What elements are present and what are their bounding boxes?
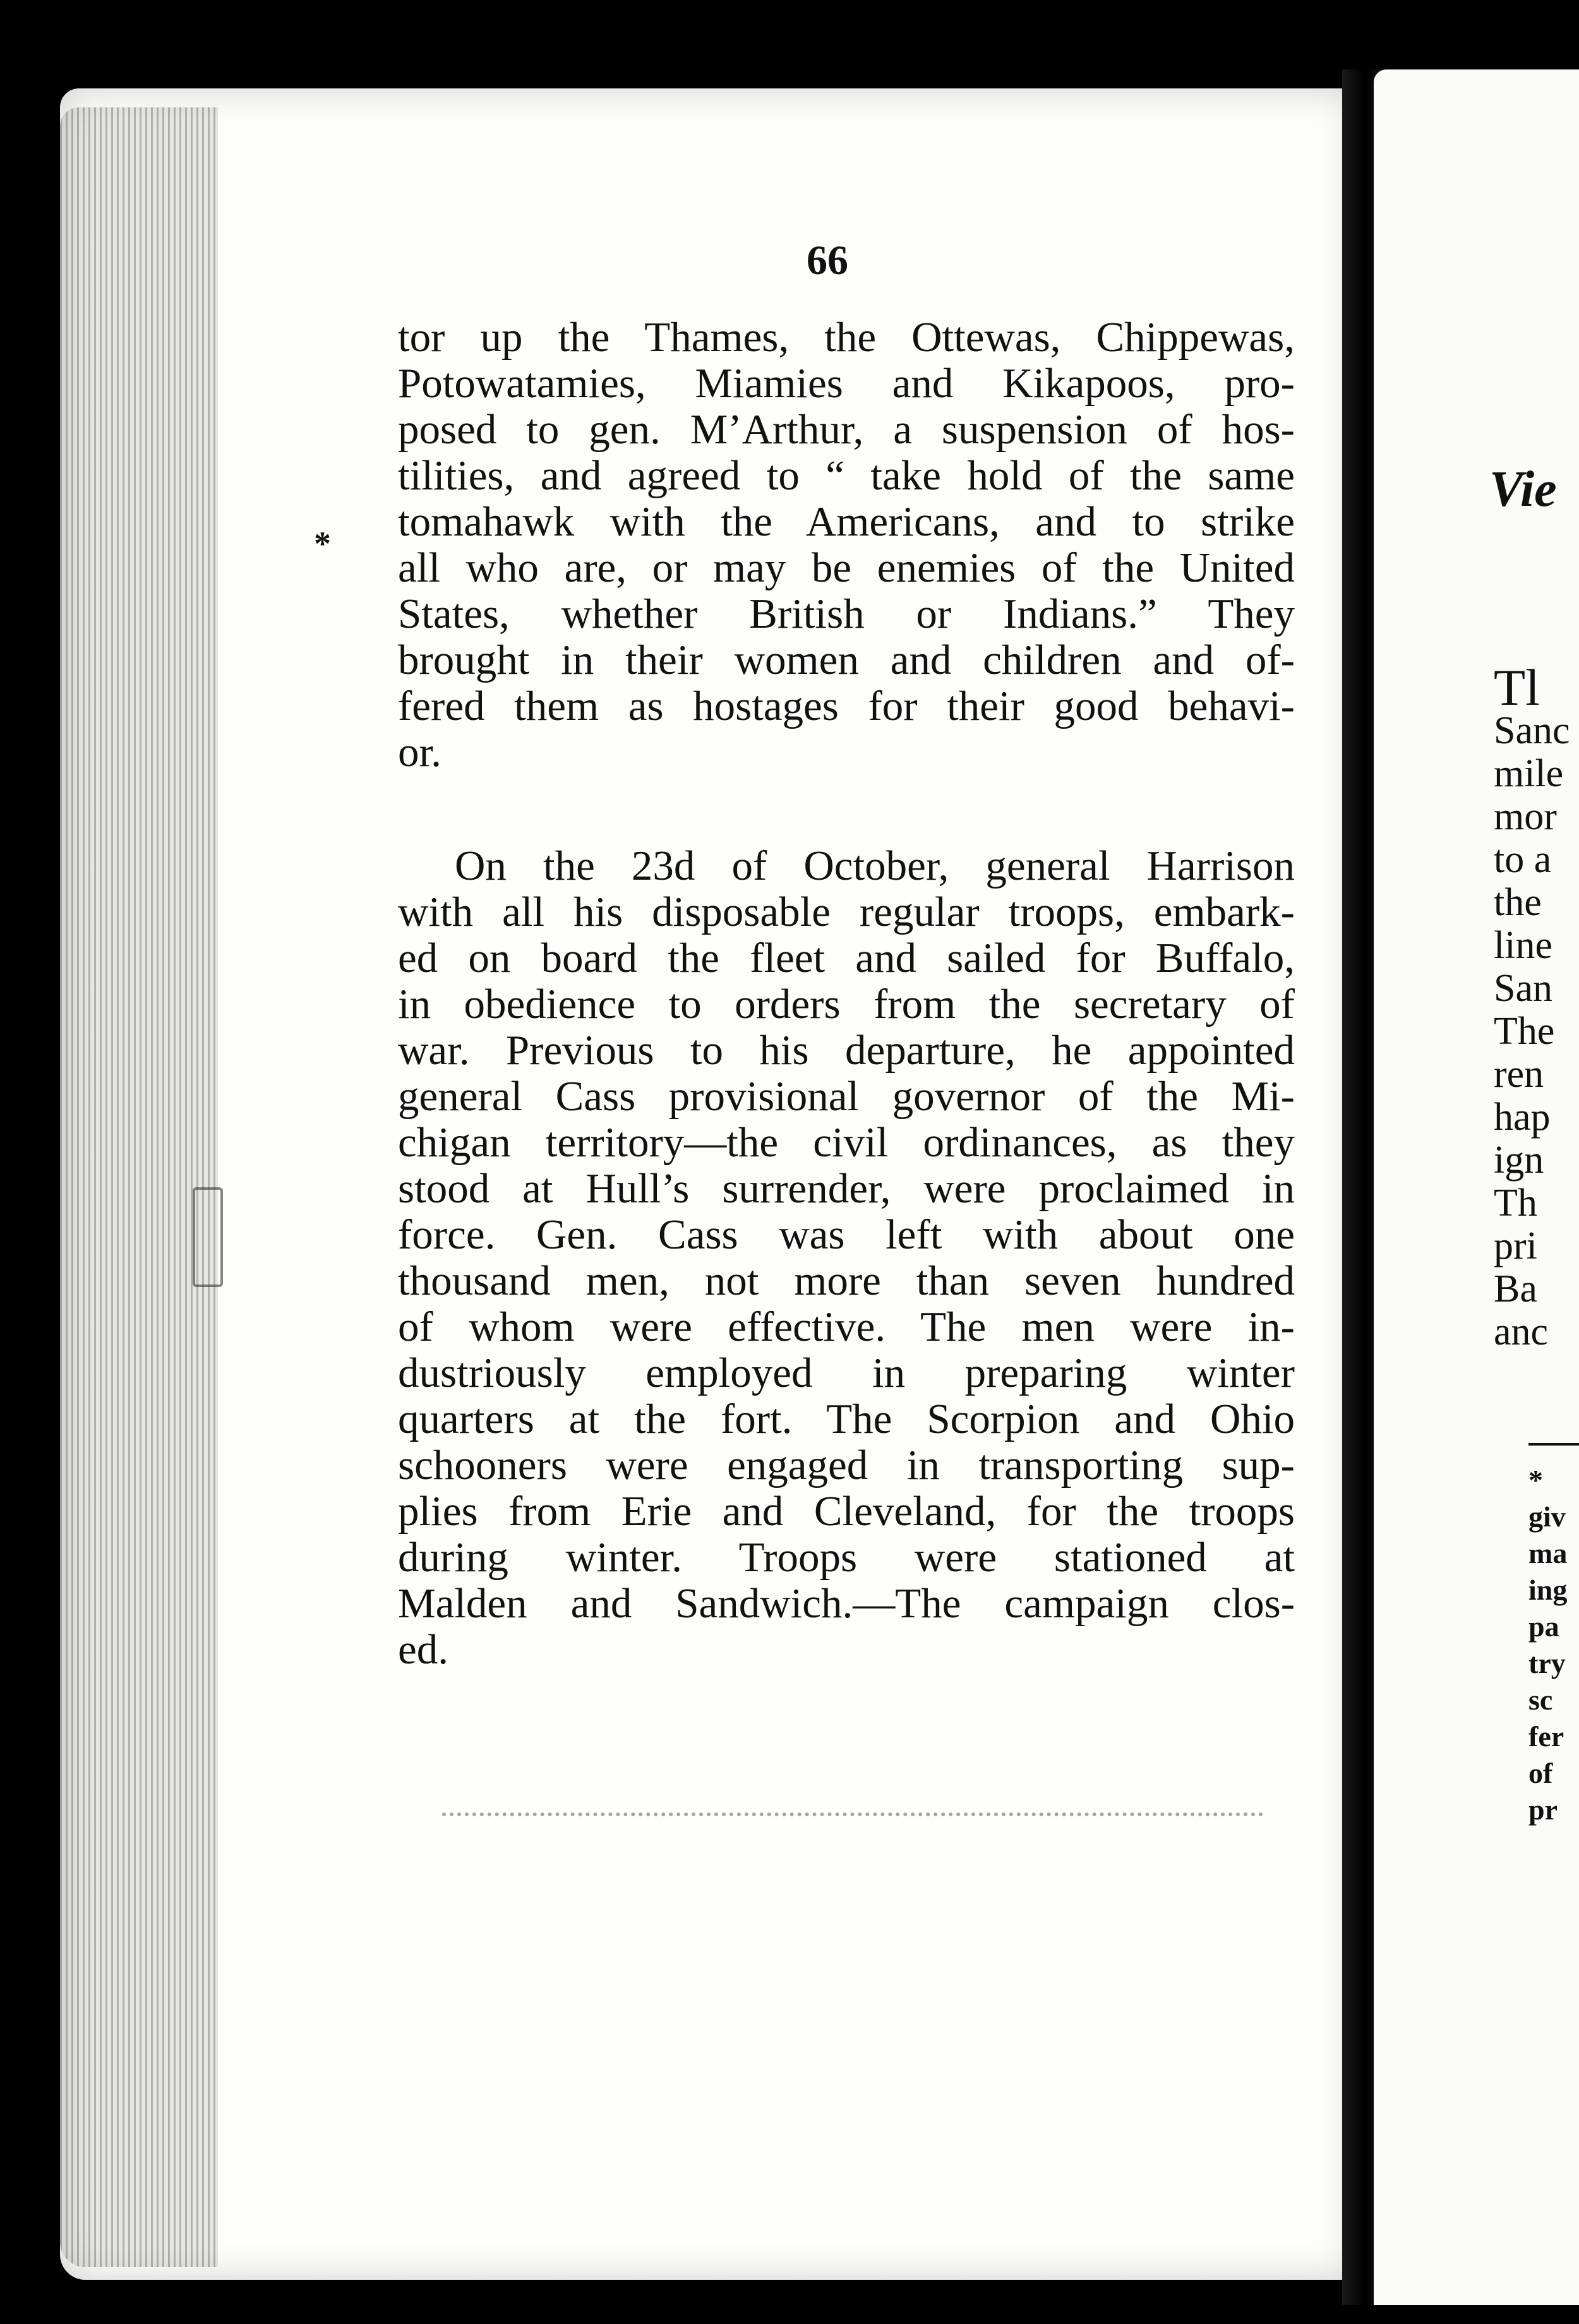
- text-line: with all his disposable regular troops, embark-: [398, 889, 1295, 935]
- scan-speckle-line: [442, 1812, 1263, 1823]
- text-line: ed.: [398, 1626, 448, 1673]
- text-line: stood at Hull’s surrender, were proclaimed in: [398, 1165, 1295, 1212]
- text-line: force. Gen. Cass was left with about one: [398, 1211, 1295, 1258]
- right-text-fragment: San: [1494, 967, 1552, 1010]
- text-line: tomahawk with the Americans, and to strike: [398, 498, 1295, 545]
- right-text-fragment: The: [1494, 1010, 1555, 1053]
- text-line: during winter. Troops were stationed at: [398, 1534, 1295, 1581]
- text-line: war. Previous to his departure, he appointed: [398, 1027, 1295, 1074]
- footnote-fragment: pa: [1528, 1610, 1559, 1643]
- text-line: thousand men, not more than seven hundred: [398, 1257, 1295, 1304]
- text-line: ed on board the fleet and sailed for Buffalo,: [398, 935, 1295, 981]
- footnote-fragment: pr: [1528, 1794, 1558, 1826]
- text-line: or.: [398, 729, 441, 776]
- text-line: in obedience to orders from the secretary of: [398, 981, 1295, 1027]
- text-line: brought in their women and children and of-: [398, 637, 1295, 683]
- right-text-fragment: ren: [1494, 1053, 1544, 1096]
- right-text-fragment: ign: [1494, 1139, 1544, 1182]
- right-text-fragment: anc: [1494, 1310, 1549, 1353]
- right-text-fragment: hap: [1494, 1096, 1551, 1139]
- right-text-fragment: mile: [1494, 752, 1564, 795]
- text-line: fered them as hostages for their good behavi-: [398, 683, 1295, 729]
- right-text-fragment: mor: [1494, 795, 1557, 838]
- footnote-fragment: fer: [1528, 1720, 1564, 1752]
- footnote-fragment: ma: [1528, 1537, 1568, 1569]
- text-line: chigan territory—the civil ordinances, as they: [398, 1119, 1295, 1166]
- text-line: schooners were engaged in transporting sup-: [398, 1442, 1295, 1488]
- right-page-text: [1494, 659, 1570, 1353]
- right-text-fragment: Ba: [1494, 1267, 1537, 1310]
- text-line: On the 23d of October, general Harrison: [455, 842, 1295, 889]
- text-line: all who are, or may be enemies of the United: [398, 544, 1295, 591]
- right-text-fragment: the: [1494, 881, 1542, 924]
- text-line: plies from Erie and Cleveland, for the troops: [398, 1488, 1295, 1535]
- text-line: quarters at the fort. The Scorpion and Ohio: [398, 1396, 1295, 1442]
- text-line: Potowatamies, Miamies and Kikapoos, pro-: [398, 360, 1295, 407]
- right-text-fragment: Th: [1494, 1182, 1537, 1225]
- footnote-fragment: *: [1528, 1464, 1543, 1496]
- page-number: 66: [807, 237, 848, 284]
- text-line: States, whether British or Indians.” They: [398, 590, 1295, 637]
- right-text-fragment: to a: [1494, 838, 1552, 881]
- text-line: of whom were effective. The men were in-: [398, 1303, 1295, 1350]
- right-text-fragment: Sanc: [1494, 709, 1570, 752]
- marginal-footnote-mark: *: [314, 525, 331, 563]
- body-text: [398, 314, 1295, 1673]
- right-text-fragment: line: [1494, 924, 1552, 967]
- edge-clip-mark: [193, 1187, 223, 1287]
- text-line: tilities, and agreed to “ take hold of the same: [398, 452, 1295, 499]
- footnote-fragment: sc: [1528, 1684, 1553, 1716]
- text-line: dustriously employed in preparing winter: [398, 1350, 1295, 1396]
- right-text-fragment: pri: [1494, 1225, 1537, 1267]
- paragraph-gap: [398, 776, 1295, 843]
- text-line: Malden and Sandwich.—The campaign clos-: [398, 1580, 1295, 1627]
- right-page-heading: Vie: [1489, 462, 1557, 517]
- footnote-fragment: ing: [1528, 1574, 1568, 1606]
- text-line: posed to gen. M’Arthur, a suspension of hos-: [398, 406, 1295, 453]
- right-text-fragment: Tl: [1494, 659, 1540, 716]
- text-line: tor up the Thames, the Ottewas, Chippewas,: [398, 314, 1295, 361]
- footnote-fragment: of: [1528, 1757, 1553, 1789]
- text-line: general Cass provisional governor of the Mi-: [398, 1073, 1295, 1120]
- footnote-fragment: try: [1528, 1647, 1566, 1679]
- right-page-footnotes: [1528, 1462, 1567, 1828]
- footnote-fragment: giv: [1528, 1500, 1566, 1533]
- footnote-rule: [1528, 1443, 1579, 1446]
